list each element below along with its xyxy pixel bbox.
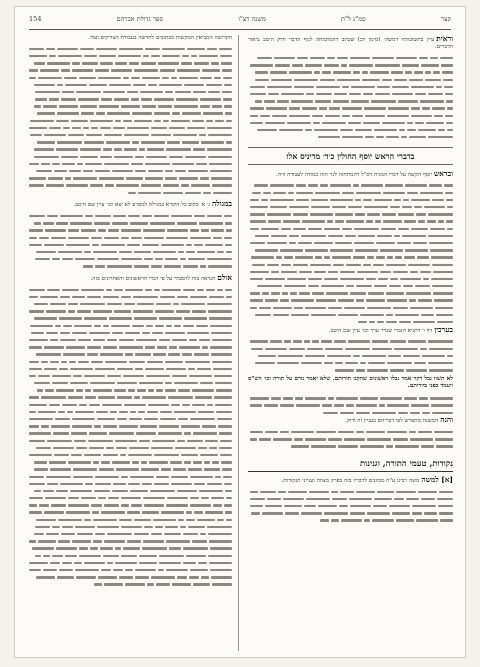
text-block — [248, 488, 453, 524]
text-line — [27, 459, 232, 466]
text-line — [248, 90, 453, 97]
paragraph — [27, 274, 232, 283]
text-line — [248, 112, 453, 119]
text-line — [27, 516, 232, 523]
text-line — [248, 133, 453, 140]
text-line — [27, 566, 232, 573]
paragraph-text: המשנה מתפרש לפי דבריהם בעניין זה ודוק. — [345, 418, 439, 425]
header-rule — [29, 29, 451, 30]
text-line — [27, 387, 232, 394]
text-line — [248, 290, 453, 297]
paragraph — [248, 35, 453, 51]
text-line — [248, 268, 453, 275]
text-line — [27, 336, 232, 343]
text-line — [27, 189, 232, 196]
text-block — [248, 395, 453, 417]
text-line — [27, 67, 232, 74]
text-line — [27, 220, 232, 227]
text-line — [27, 538, 232, 545]
paragraph-text: דף ו׳ דתניא הנכרי שנדר ערך וכו׳ עיין שם היטב. — [328, 327, 433, 334]
text-line — [248, 182, 453, 189]
page-number: 154 — [29, 15, 42, 23]
paragraph — [248, 416, 453, 425]
paragraph — [248, 476, 453, 485]
paragraph — [248, 326, 453, 335]
text-line — [27, 415, 232, 422]
text-line — [248, 338, 453, 345]
text-block — [27, 286, 232, 588]
text-line — [248, 510, 453, 517]
text-line — [248, 409, 453, 416]
text-line — [248, 69, 453, 76]
text-line — [27, 160, 232, 167]
text-line — [27, 60, 232, 67]
text-line — [27, 248, 232, 255]
text-line — [27, 117, 232, 124]
running-header — [29, 15, 451, 29]
text-line — [248, 345, 453, 352]
text-line — [27, 351, 232, 358]
text-line — [27, 96, 232, 103]
paragraph-text: משה רבינו ע"ה מכוונים לדבריו בזה בפרק מצוות וענייני הנקודות. — [281, 477, 420, 484]
header-center-right: סמ"ג ל"ת — [341, 15, 366, 23]
text-line — [248, 254, 453, 261]
paragraph-lead: וראית׃ — [436, 34, 453, 43]
text-line — [248, 119, 453, 126]
text-line — [27, 131, 232, 138]
text-line — [248, 83, 453, 90]
text-line — [248, 247, 453, 254]
column-divider — [238, 35, 239, 651]
header-center: משנה רצ"ו — [238, 15, 266, 23]
text-line — [248, 218, 453, 225]
text-line — [27, 494, 232, 501]
text-line — [27, 263, 232, 270]
text-line — [27, 175, 232, 182]
text-line — [27, 530, 232, 537]
text-line — [248, 196, 453, 203]
text-line — [248, 189, 453, 196]
text-line — [27, 234, 232, 241]
text-line — [248, 488, 453, 495]
text-block — [27, 45, 232, 196]
section-subheading: נקודות, טעמי התורה, וגנינות — [248, 458, 453, 472]
text-line — [27, 423, 232, 430]
text-line — [248, 304, 453, 311]
text-line — [27, 545, 232, 552]
text-line — [27, 473, 232, 480]
text-line — [27, 74, 232, 81]
text-line — [27, 437, 232, 444]
text-line — [27, 293, 232, 300]
text-line — [27, 110, 232, 117]
text-line — [27, 480, 232, 487]
bold-quote: לא תשוו גבל דקר אמר גבלו ראשונים שהקנו תורותם. שלא יאמר גורם על תורה וכו׳ הש"ס ויעמד בפני ביורותם. — [248, 375, 453, 390]
text-line — [27, 167, 232, 174]
text-line — [27, 502, 232, 509]
right-column — [248, 35, 453, 524]
text-line — [27, 581, 232, 588]
text-line — [27, 182, 232, 189]
text-line — [27, 451, 232, 458]
paragraph-text: הקדושה המביאין המקשות בכתובים לחדשה בעבודת הצדיקים ועוד. — [88, 35, 232, 41]
paragraph — [27, 35, 232, 42]
text-line — [248, 261, 453, 268]
text-line — [27, 227, 232, 234]
paragraph-text: הנראה בזה להסביר על פי דברי הראשונים והאחרונים בזה. — [90, 275, 216, 282]
text-line — [248, 98, 453, 105]
text-line — [248, 126, 453, 133]
text-line — [27, 379, 232, 386]
text-line — [27, 509, 232, 516]
text-line — [27, 329, 232, 336]
text-line — [248, 232, 453, 239]
text-block — [27, 212, 232, 270]
text-line — [27, 52, 232, 59]
text-line — [27, 146, 232, 153]
text-block — [248, 428, 453, 450]
paragraph — [27, 200, 232, 209]
text-line — [248, 517, 453, 524]
text-line — [248, 502, 453, 509]
text-line — [27, 365, 232, 372]
text-line — [27, 394, 232, 401]
left-column — [27, 35, 232, 588]
text-line — [27, 430, 232, 437]
text-line — [248, 275, 453, 282]
text-line — [27, 315, 232, 322]
text-line — [248, 495, 453, 502]
text-line — [27, 574, 232, 581]
text-line — [27, 212, 232, 219]
text-line — [248, 359, 453, 366]
text-line — [27, 401, 232, 408]
text-line — [248, 311, 453, 318]
text-line — [27, 255, 232, 262]
text-line — [27, 45, 232, 52]
text-line — [248, 203, 453, 210]
paragraph-text: יוסף הקשה על דברי המגיה דס"ל דהמתחזה לגוי הוה כמודה לעבודה זרה. — [276, 171, 432, 178]
paragraph-text: עיין בתשובותיו דמשה׳ (סימן רב) שכתב דהמתמחה לגוף הדבר ודוק היטב ביאור הדברים. — [248, 37, 453, 51]
text-line — [248, 402, 453, 409]
text-line — [27, 408, 232, 415]
text-line — [248, 352, 453, 359]
text-line — [27, 487, 232, 494]
text-line — [27, 124, 232, 131]
text-line — [27, 300, 232, 307]
text-line — [248, 225, 453, 232]
text-line — [27, 81, 232, 88]
paragraph-lead: במגולה — [212, 199, 232, 209]
text-line — [27, 559, 232, 566]
text-line — [248, 54, 453, 61]
text-line — [27, 139, 232, 146]
text-line — [248, 395, 453, 402]
text-line — [27, 466, 232, 473]
paragraph-text: ג׳ א׳ כתוב כל הקורא במגילה למפרע לא יצא וכו׳ עיין שם היטב. — [73, 202, 211, 209]
text-line — [27, 103, 232, 110]
text-line — [27, 241, 232, 248]
paragraph-lead: [א] למשה — [421, 474, 453, 484]
text-line — [27, 153, 232, 160]
paragraph-lead: בערכין — [434, 324, 453, 334]
text-line — [27, 286, 232, 293]
text-line — [27, 358, 232, 365]
text-line — [27, 344, 232, 351]
header-right: קצר — [440, 15, 451, 23]
section-heading: בדברי הראש יוסף החולין כ׳ד׳ מדיניס אלו — [248, 147, 453, 165]
text-line — [27, 322, 232, 329]
text-line — [248, 76, 453, 83]
text-line — [27, 523, 232, 530]
text-line — [27, 444, 232, 451]
text-line — [248, 428, 453, 435]
text-line — [27, 308, 232, 315]
text-line — [27, 372, 232, 379]
book-page — [14, 6, 466, 658]
text-line — [248, 105, 453, 112]
text-block — [248, 338, 453, 374]
text-line — [27, 88, 232, 95]
text-line — [248, 211, 453, 218]
text-line — [248, 367, 453, 374]
paragraph — [248, 170, 453, 179]
text-line — [27, 552, 232, 559]
paragraph-lead: אולם — [217, 272, 232, 282]
text-block — [248, 54, 453, 140]
text-line — [248, 239, 453, 246]
header-left-title: ספר גדולת אברהם — [116, 15, 164, 23]
text-line — [248, 62, 453, 69]
text-line — [248, 318, 453, 325]
text-block — [248, 182, 453, 326]
paragraph-lead: ובראש — [433, 168, 453, 178]
text-line — [248, 297, 453, 304]
text-line — [248, 443, 453, 450]
text-line — [248, 282, 453, 289]
text-line — [248, 436, 453, 443]
paragraph-lead: והנה — [440, 415, 453, 425]
